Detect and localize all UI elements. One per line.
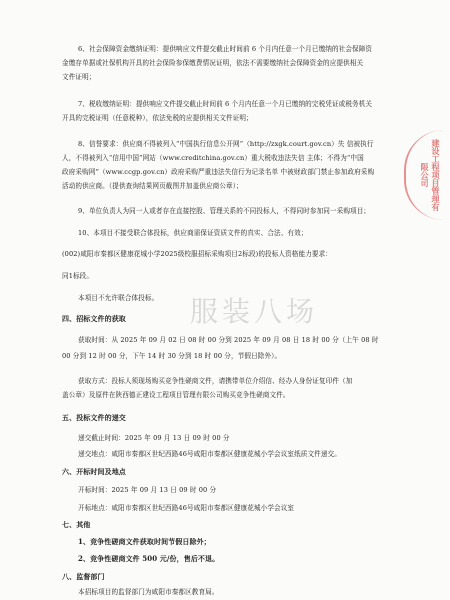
text-line: 同1标段。 [62, 272, 94, 280]
text-line: 获取方式：投标人须现场购买竞争性磋商文件，请携带单位介绍信、经办人身份证复印件（加 [78, 377, 353, 385]
watermark: 服装八场 [190, 295, 319, 328]
text-line: 开标地点：咸阳市秦都区世纪西路46号咸阳市秦都区健康花城小学会议室 [78, 504, 295, 512]
text-line: 递交地点：咸阳市秦都区世纪西路46号咸阳市秦都区健康花城小学会议室纸质文件递交。 [78, 450, 341, 458]
text-line: (002)咸阳市秦都区健康花城小学2025级校服招标采购项目2标段)的投标人资格能力要求： [62, 250, 332, 258]
text-line: 人，不得被列入“信用中国”网站（www.creditchina.gov.cn）重大税收违法失信 主体；不得为“中国 [62, 154, 364, 162]
text-line: 10、本项目不接受联合体投标，供应商需保证资质文件的真实、合法、有效； [78, 229, 308, 237]
text-line: 2、竞争性磋商文件 500 元/份，售后不退。 [78, 554, 220, 563]
text-line: 盖公章）及原件在陕西德正建设工程项目管理有限公司购买竞争性磋商文件。 [62, 391, 290, 399]
text-line: 递交截止时间：2025 年 09 月 13 日 09 时 00 分 [78, 434, 230, 442]
text-line: 6、社会保障资金缴纳证明：提供响应文件提交截止时间前 6 个月内任意一个月已缴纳的社会保障资 [78, 45, 373, 53]
text-line: 开具的完税证明（任意税种），依法免税的应提供相关文件证明； [62, 114, 253, 122]
section-heading: 五、投标文件的递交 [62, 413, 126, 422]
text-line: 文件证明； [62, 73, 96, 81]
company-seal: 建设工程项目管理有限公司 [404, 130, 450, 220]
text-line: 7、税收缴纳证明：提供响应文件提交截止时间前 6 个月内任意一个月已缴纳的完税凭证或税务机关 [78, 100, 373, 108]
section-heading: 七、其他 [62, 520, 91, 529]
text-line: 获取时间：从 2025 年 09 月 02 日 08 时 00 分到 2025 年 09 月 08 日 18 时 00 分（上午 08 时 [78, 336, 379, 344]
text-line: 9、单位负责人为同一人或者存在直接控股、管理关系的不同投标人，不得同时参加同一采购项目； [78, 207, 371, 215]
text-line: 1、竞争性磋商文件获取时间节假日除外； [78, 537, 211, 546]
text-line: 00 分到 12 时 00 分，下午 14 时 30 分到 18 时 00 分，节假日除外）。 [62, 352, 282, 360]
section-heading: 四、招标文件的获取 [62, 314, 126, 323]
text-line: 金缴存单据或社保机构开具的社会保险参保缴费情况证明，依法不需要缴纳社会保障资金的应提供相关 [62, 59, 364, 67]
text-line: 8、信誉要求：供应商不得被列入“中国执行信息公开网”（http://zxgk.court.gov.cn）失 信被执行 [78, 140, 374, 148]
text-line: 本项目不允许联合体投标。 [78, 294, 159, 302]
section-heading: 八、监督部门 [62, 572, 105, 581]
text-line: 活动的供应商。（提供查询结果网页截图并加盖供应商公章）； [62, 182, 243, 190]
text-line: 本招标项目的监督部门为咸阳市秦都区教育局。 [78, 588, 219, 596]
section-heading: 六、开标时间及地点 [62, 467, 126, 476]
text-line: 政府采购网”（www.ccgp.gov.cn）政府采购严重违法失信行为记录名单 中被财政部门禁止参加政府采购 [62, 168, 375, 176]
text-line: 开标时间：2025 年 09 月 13 日 09 时 00 分 [78, 486, 217, 494]
